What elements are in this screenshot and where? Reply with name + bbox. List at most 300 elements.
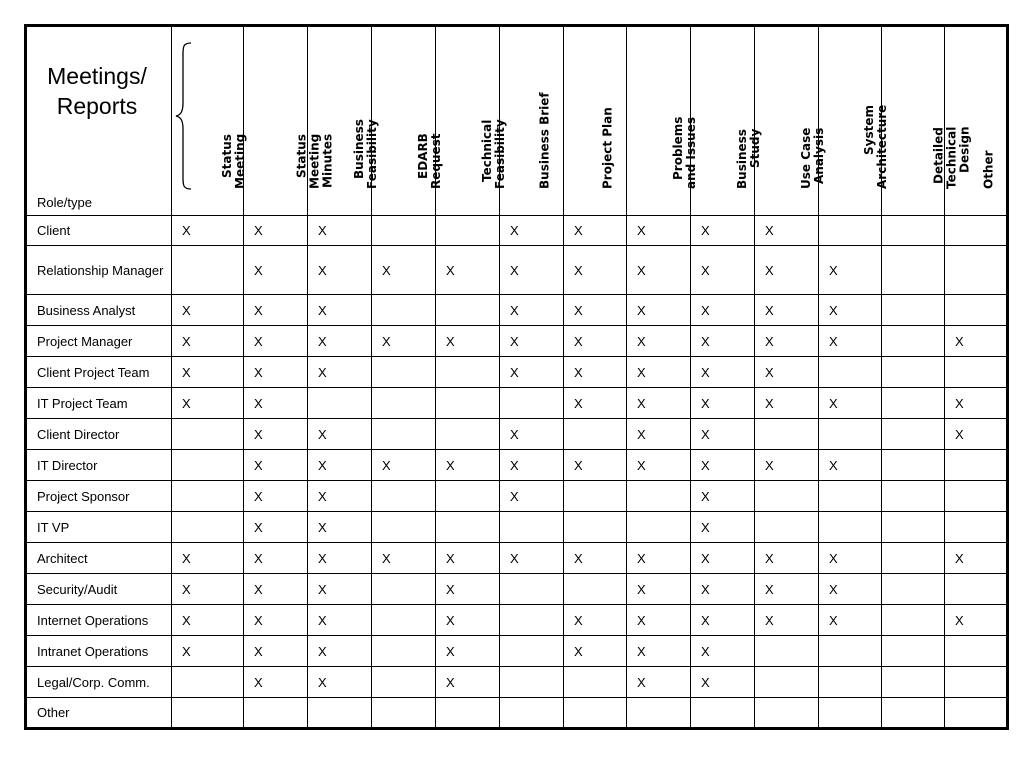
column-header bbox=[500, 26, 564, 216]
mark-x: X bbox=[637, 457, 646, 473]
mark-x: X bbox=[182, 550, 191, 566]
matrix-cell bbox=[436, 481, 500, 512]
matrix-cell bbox=[500, 246, 564, 295]
matrix-cell bbox=[500, 388, 564, 419]
matrix-cell bbox=[755, 246, 819, 295]
mark-x: X bbox=[318, 223, 327, 238]
matrix-cell bbox=[172, 636, 244, 667]
mark-x: X bbox=[829, 550, 838, 566]
mark-x: X bbox=[318, 550, 327, 566]
role-cell: Client bbox=[26, 216, 172, 246]
mark-x: X bbox=[574, 223, 583, 238]
mark-x: X bbox=[574, 395, 583, 411]
matrix-cell bbox=[372, 481, 436, 512]
mark-x: X bbox=[182, 581, 191, 597]
matrix-cell bbox=[627, 512, 691, 543]
mark-x: X bbox=[701, 333, 710, 349]
matrix-cell bbox=[627, 388, 691, 419]
mark-x: X bbox=[318, 519, 327, 535]
matrix-cell bbox=[882, 388, 945, 419]
matrix-cell bbox=[500, 698, 564, 729]
mark-x: X bbox=[446, 612, 455, 628]
matrix-cell bbox=[500, 543, 564, 574]
mark-x: X bbox=[829, 581, 838, 597]
matrix-cell bbox=[172, 295, 244, 326]
role-cell: IT VP bbox=[26, 512, 172, 543]
mark-x: X bbox=[382, 333, 391, 349]
mark-x: X bbox=[446, 333, 455, 349]
matrix-cell bbox=[882, 543, 945, 574]
matrix-cell bbox=[755, 216, 819, 246]
matrix-cell bbox=[691, 698, 755, 729]
matrix-cell bbox=[819, 512, 882, 543]
matrix-cell bbox=[436, 512, 500, 543]
matrix-cell bbox=[172, 246, 244, 295]
matrix-cell bbox=[308, 667, 372, 698]
matrix-cell bbox=[627, 481, 691, 512]
matrix-cell bbox=[627, 667, 691, 698]
column-header-label: Status Meeting bbox=[219, 133, 247, 189]
matrix-cell bbox=[945, 357, 1008, 388]
matrix-cell bbox=[945, 326, 1008, 357]
matrix-cell bbox=[308, 419, 372, 450]
mark-x: X bbox=[318, 643, 327, 659]
matrix-cell bbox=[691, 574, 755, 605]
table-row bbox=[26, 450, 1008, 481]
mark-x: X bbox=[254, 395, 263, 411]
table-row bbox=[26, 419, 1008, 450]
matrix-cell bbox=[564, 326, 627, 357]
column-header bbox=[945, 26, 1008, 216]
matrix-cell bbox=[436, 605, 500, 636]
matrix-cell bbox=[819, 450, 882, 481]
matrix-cell bbox=[244, 574, 308, 605]
matrix-cell bbox=[882, 605, 945, 636]
mark-x: X bbox=[701, 223, 710, 238]
matrix-cell bbox=[755, 357, 819, 388]
table-title: Meetings/ Reports bbox=[47, 63, 147, 119]
matrix-cell bbox=[564, 605, 627, 636]
mark-x: X bbox=[318, 364, 327, 380]
matrix-cell bbox=[564, 667, 627, 698]
role-cell: Project Manager bbox=[26, 326, 172, 357]
matrix-cell bbox=[172, 667, 244, 698]
matrix-cell bbox=[564, 388, 627, 419]
matrix-cell bbox=[819, 605, 882, 636]
column-header bbox=[564, 26, 627, 216]
table-row bbox=[26, 295, 1008, 326]
matrix-cell bbox=[372, 698, 436, 729]
matrix-cell bbox=[436, 326, 500, 357]
table-row bbox=[26, 667, 1008, 698]
mark-x: X bbox=[637, 426, 646, 442]
mark-x: X bbox=[701, 262, 710, 278]
matrix-cell bbox=[500, 216, 564, 246]
matrix-cell bbox=[627, 450, 691, 481]
mark-x: X bbox=[701, 302, 710, 318]
column-header-label: System Architecture bbox=[862, 104, 889, 189]
matrix-cell bbox=[308, 636, 372, 667]
mark-x: X bbox=[318, 488, 327, 504]
matrix-cell bbox=[500, 481, 564, 512]
mark-x: X bbox=[955, 612, 964, 628]
mark-x: X bbox=[829, 457, 838, 473]
matrix-cell bbox=[819, 246, 882, 295]
column-header bbox=[172, 26, 247, 216]
matrix-cell bbox=[691, 388, 755, 419]
mark-x: X bbox=[254, 612, 263, 628]
mark-x: X bbox=[510, 550, 519, 566]
matrix-cell bbox=[691, 636, 755, 667]
mark-x: X bbox=[510, 426, 519, 442]
matrix-cell bbox=[372, 357, 436, 388]
mark-x: X bbox=[701, 488, 710, 504]
role-cell: IT Project Team bbox=[26, 388, 172, 419]
mark-x: X bbox=[182, 333, 191, 349]
mark-x: X bbox=[510, 333, 519, 349]
table-row bbox=[26, 481, 1008, 512]
column-header bbox=[755, 26, 826, 216]
matrix-cell bbox=[244, 698, 308, 729]
matrix-cell bbox=[308, 450, 372, 481]
column-header bbox=[691, 26, 762, 216]
mark-x: X bbox=[765, 333, 774, 349]
matrix-cell bbox=[244, 419, 308, 450]
column-header-label: Business Feasibility bbox=[351, 119, 379, 189]
matrix-cell bbox=[372, 246, 436, 295]
matrix-cell bbox=[308, 388, 372, 419]
matrix-cell bbox=[500, 419, 564, 450]
matrix-cell bbox=[882, 698, 945, 729]
mark-x: X bbox=[446, 550, 455, 566]
role-cell: Client Director bbox=[26, 419, 172, 450]
matrix-cell bbox=[308, 543, 372, 574]
mark-x: X bbox=[182, 395, 191, 411]
mark-x: X bbox=[446, 643, 455, 659]
matrix-cell bbox=[945, 450, 1008, 481]
role-cell: Relationship Manager bbox=[26, 246, 172, 295]
matrix-cell bbox=[372, 216, 436, 246]
matrix-cell bbox=[691, 605, 755, 636]
mark-x: X bbox=[574, 333, 583, 349]
matrix-cell bbox=[819, 388, 882, 419]
mark-x: X bbox=[765, 457, 774, 473]
table-row bbox=[26, 574, 1008, 605]
mark-x: X bbox=[254, 262, 263, 278]
column-header bbox=[882, 26, 972, 216]
table-row bbox=[26, 216, 1008, 246]
mark-x: X bbox=[510, 457, 519, 473]
matrix-cell bbox=[882, 512, 945, 543]
mark-x: X bbox=[701, 426, 710, 442]
mark-x: X bbox=[574, 643, 583, 659]
matrix-cell bbox=[244, 667, 308, 698]
matrix-cell bbox=[755, 698, 819, 729]
matrix-cell bbox=[308, 698, 372, 729]
matrix-cell bbox=[882, 636, 945, 667]
matrix-cell bbox=[172, 574, 244, 605]
mark-x: X bbox=[182, 223, 191, 238]
column-header-label: Technical Feasibility bbox=[479, 119, 507, 189]
mark-x: X bbox=[701, 395, 710, 411]
mark-x: X bbox=[955, 550, 964, 566]
matrix-cell bbox=[882, 419, 945, 450]
column-header bbox=[436, 26, 507, 216]
matrix-cell bbox=[564, 512, 627, 543]
column-header-label: Business Brief bbox=[537, 92, 551, 189]
mark-x: X bbox=[765, 223, 774, 238]
mark-x: X bbox=[254, 364, 263, 380]
column-header-label: Project Plan bbox=[600, 107, 615, 189]
mark-x: X bbox=[254, 333, 263, 349]
matrix-cell bbox=[564, 216, 627, 246]
mark-x: X bbox=[510, 302, 519, 318]
matrix-cell bbox=[244, 216, 308, 246]
matrix-cell bbox=[627, 605, 691, 636]
matrix-cell bbox=[819, 574, 882, 605]
matrix-cell bbox=[244, 512, 308, 543]
matrix-cell bbox=[308, 574, 372, 605]
matrix-cell bbox=[564, 698, 627, 729]
matrix-cell bbox=[819, 636, 882, 667]
table-body bbox=[26, 216, 1008, 729]
matrix-cell bbox=[691, 246, 755, 295]
matrix-cell bbox=[244, 636, 308, 667]
matrix-cell bbox=[819, 481, 882, 512]
column-header-label: Detailed Technical Design bbox=[931, 126, 972, 189]
responsibility-matrix-table bbox=[24, 24, 1009, 730]
matrix-cell bbox=[436, 419, 500, 450]
matrix-cell bbox=[172, 388, 244, 419]
matrix-cell bbox=[244, 295, 308, 326]
matrix-cell bbox=[755, 512, 819, 543]
matrix-cell bbox=[691, 216, 755, 246]
matrix-cell bbox=[882, 216, 945, 246]
matrix-cell bbox=[627, 636, 691, 667]
mark-x: X bbox=[318, 612, 327, 628]
matrix-cell bbox=[819, 216, 882, 246]
matrix-cell bbox=[564, 357, 627, 388]
mark-x: X bbox=[701, 643, 710, 659]
role-cell: Legal/Corp. Comm. bbox=[26, 667, 172, 698]
matrix-cell bbox=[945, 388, 1008, 419]
matrix-cell bbox=[882, 574, 945, 605]
mark-x: X bbox=[510, 364, 519, 380]
matrix-cell bbox=[172, 419, 244, 450]
matrix-cell bbox=[172, 698, 244, 729]
mark-x: X bbox=[955, 426, 964, 442]
column-header-label: Business Study bbox=[734, 129, 762, 189]
matrix-cell bbox=[372, 574, 436, 605]
header-row bbox=[26, 26, 1008, 216]
matrix-cell bbox=[691, 419, 755, 450]
mark-x: X bbox=[574, 612, 583, 628]
mark-x: X bbox=[254, 519, 263, 535]
matrix-cell bbox=[755, 450, 819, 481]
matrix-cell bbox=[436, 357, 500, 388]
matrix-cell bbox=[564, 419, 627, 450]
matrix-cell bbox=[627, 419, 691, 450]
matrix-cell bbox=[945, 605, 1008, 636]
column-header bbox=[372, 26, 443, 216]
matrix-cell bbox=[500, 574, 564, 605]
column-header-label: Use Case Analysis bbox=[798, 127, 826, 189]
matrix-cell bbox=[882, 667, 945, 698]
matrix-cell bbox=[372, 388, 436, 419]
mark-x: X bbox=[182, 302, 191, 318]
matrix-cell bbox=[372, 512, 436, 543]
matrix-cell bbox=[500, 326, 564, 357]
mark-x: X bbox=[318, 674, 327, 690]
matrix-cell bbox=[564, 481, 627, 512]
matrix-cell bbox=[627, 216, 691, 246]
mark-x: X bbox=[955, 333, 964, 349]
mark-x: X bbox=[765, 302, 774, 318]
column-header bbox=[819, 26, 889, 216]
matrix-cell bbox=[436, 388, 500, 419]
matrix-cell bbox=[244, 481, 308, 512]
matrix-cell bbox=[500, 357, 564, 388]
table-row bbox=[26, 326, 1008, 357]
matrix-cell bbox=[436, 574, 500, 605]
matrix-cell bbox=[945, 512, 1008, 543]
mark-x: X bbox=[829, 302, 838, 318]
mark-x: X bbox=[701, 519, 710, 535]
role-type-label: Role/type bbox=[37, 195, 92, 210]
matrix-cell bbox=[627, 357, 691, 388]
column-header-label: Problems and Issues bbox=[670, 117, 698, 189]
mark-x: X bbox=[701, 550, 710, 566]
matrix-cell bbox=[372, 543, 436, 574]
matrix-cell bbox=[691, 667, 755, 698]
matrix-cell bbox=[755, 388, 819, 419]
mark-x: X bbox=[254, 426, 263, 442]
mark-x: X bbox=[318, 302, 327, 318]
matrix-cell bbox=[882, 295, 945, 326]
matrix-cell bbox=[436, 667, 500, 698]
mark-x: X bbox=[446, 262, 455, 278]
matrix-cell bbox=[691, 357, 755, 388]
matrix-cell bbox=[436, 543, 500, 574]
matrix-cell bbox=[819, 667, 882, 698]
matrix-cell bbox=[755, 481, 819, 512]
mark-x: X bbox=[182, 364, 191, 380]
matrix-cell bbox=[882, 326, 945, 357]
role-cell: Architect bbox=[26, 543, 172, 574]
mark-x: X bbox=[382, 550, 391, 566]
matrix-cell bbox=[627, 246, 691, 295]
mark-x: X bbox=[254, 223, 263, 238]
matrix-cell bbox=[500, 605, 564, 636]
mark-x: X bbox=[446, 457, 455, 473]
matrix-cell bbox=[819, 326, 882, 357]
mark-x: X bbox=[829, 262, 838, 278]
table-row bbox=[26, 512, 1008, 543]
matrix-cell bbox=[755, 326, 819, 357]
role-cell: Project Sponsor bbox=[26, 481, 172, 512]
matrix-cell bbox=[691, 512, 755, 543]
mark-x: X bbox=[318, 333, 327, 349]
matrix-cell bbox=[819, 419, 882, 450]
matrix-cell bbox=[945, 419, 1008, 450]
matrix-cell bbox=[819, 295, 882, 326]
matrix-cell bbox=[436, 216, 500, 246]
table-row bbox=[26, 698, 1008, 729]
matrix-cell bbox=[436, 246, 500, 295]
matrix-cell bbox=[945, 667, 1008, 698]
matrix-cell bbox=[172, 357, 244, 388]
matrix-cell bbox=[500, 512, 564, 543]
matrix-cell bbox=[172, 512, 244, 543]
matrix-cell bbox=[691, 543, 755, 574]
role-cell: Client Project Team bbox=[26, 357, 172, 388]
mark-x: X bbox=[382, 457, 391, 473]
matrix-cell bbox=[308, 357, 372, 388]
matrix-cell bbox=[500, 667, 564, 698]
mark-x: X bbox=[765, 395, 774, 411]
matrix-cell bbox=[372, 605, 436, 636]
mark-x: X bbox=[765, 581, 774, 597]
matrix-cell bbox=[627, 543, 691, 574]
role-cell: Intranet Operations bbox=[26, 636, 172, 667]
mark-x: X bbox=[637, 223, 646, 238]
matrix-cell bbox=[436, 295, 500, 326]
mark-x: X bbox=[254, 488, 263, 504]
column-header bbox=[627, 26, 698, 216]
matrix-cell bbox=[819, 357, 882, 388]
matrix-cell bbox=[244, 605, 308, 636]
matrix-cell bbox=[244, 388, 308, 419]
mark-x: X bbox=[637, 550, 646, 566]
matrix-cell bbox=[244, 543, 308, 574]
mark-x: X bbox=[829, 395, 838, 411]
matrix-cell bbox=[945, 574, 1008, 605]
matrix-cell bbox=[755, 543, 819, 574]
mark-x: X bbox=[637, 674, 646, 690]
matrix-cell bbox=[564, 574, 627, 605]
table-row bbox=[26, 246, 1008, 295]
mark-x: X bbox=[510, 223, 519, 238]
mark-x: X bbox=[637, 333, 646, 349]
matrix-cell bbox=[819, 543, 882, 574]
matrix-cell bbox=[945, 295, 1008, 326]
mark-x: X bbox=[701, 581, 710, 597]
mark-x: X bbox=[955, 395, 964, 411]
table-row bbox=[26, 357, 1008, 388]
matrix-cell bbox=[372, 636, 436, 667]
mark-x: X bbox=[510, 488, 519, 504]
mark-x: X bbox=[446, 581, 455, 597]
matrix-cell bbox=[691, 450, 755, 481]
mark-x: X bbox=[701, 612, 710, 628]
column-header-label: EDARB Request bbox=[415, 133, 443, 189]
matrix-cell bbox=[308, 512, 372, 543]
mark-x: X bbox=[254, 643, 263, 659]
mark-x: X bbox=[574, 262, 583, 278]
matrix-cell bbox=[372, 667, 436, 698]
matrix-cell bbox=[308, 326, 372, 357]
mark-x: X bbox=[637, 643, 646, 659]
mark-x: X bbox=[829, 333, 838, 349]
matrix-cell bbox=[882, 481, 945, 512]
mark-x: X bbox=[510, 262, 519, 278]
matrix-cell bbox=[308, 246, 372, 295]
matrix-cell bbox=[882, 450, 945, 481]
mark-x: X bbox=[574, 302, 583, 318]
mark-x: X bbox=[318, 581, 327, 597]
mark-x: X bbox=[637, 395, 646, 411]
table-row bbox=[26, 543, 1008, 574]
